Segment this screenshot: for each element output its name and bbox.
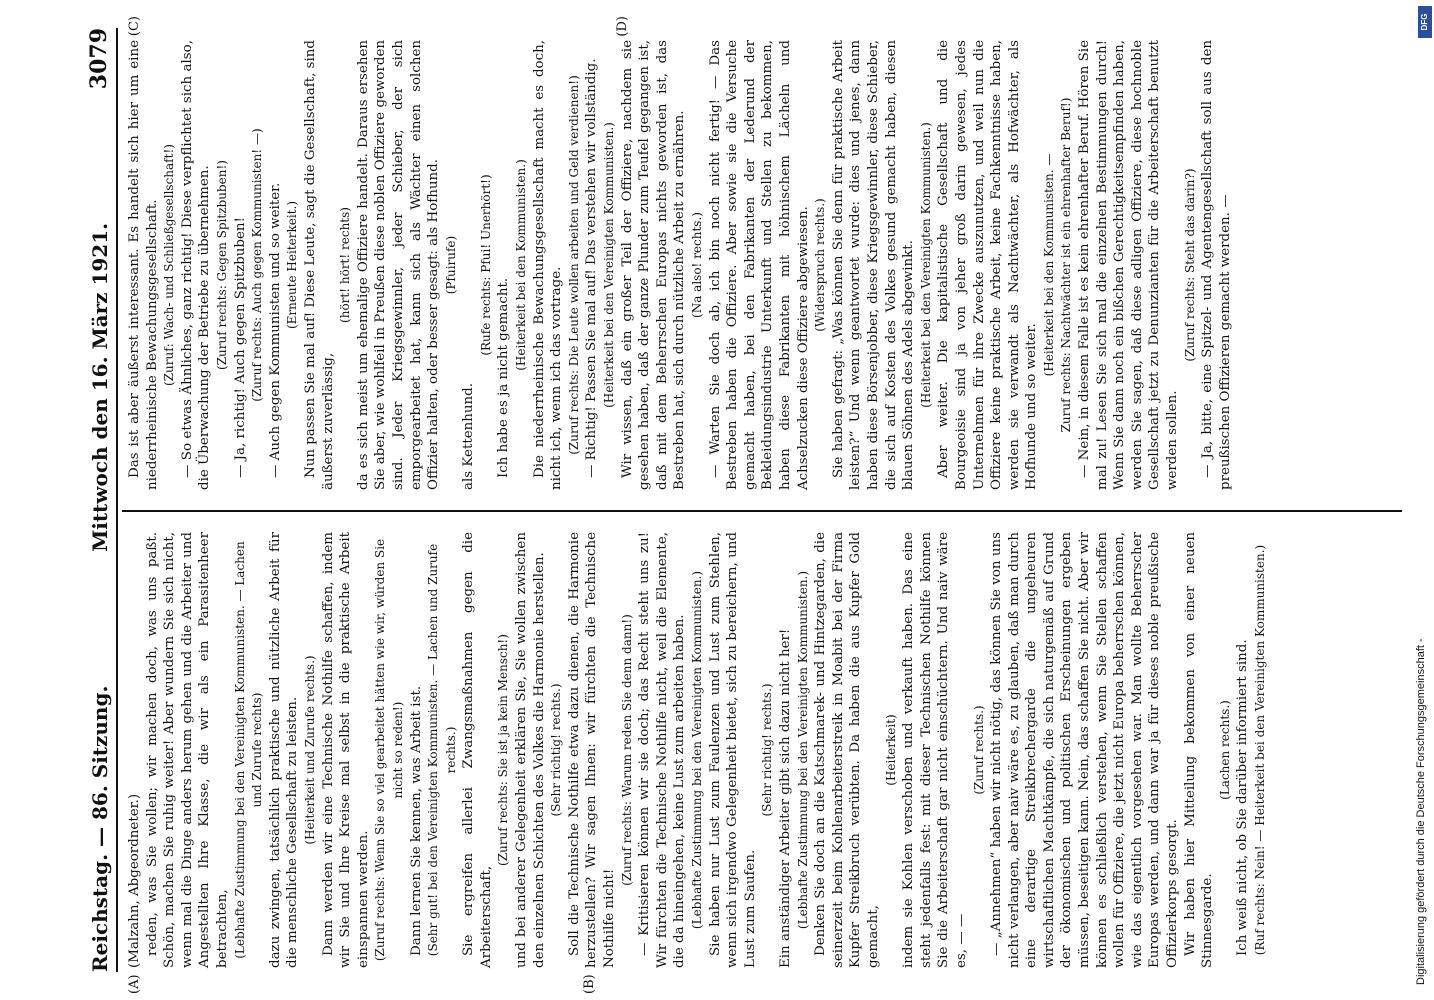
interjection: (Widerspruch rechts.) bbox=[813, 198, 828, 332]
speech-paragraph: — Ja, bitte, eine Spitzel- und Agentengesellschaft soll aus den preußischen Offizieren gemacht werden. — bbox=[1200, 40, 1233, 490]
interjection: (Heiterkeit bei den Kommunisten.) bbox=[514, 159, 529, 371]
speech-paragraph: Wir wissen, daß ein großer Teil der Offiziere, nachdem sie gesehen haben, daß der ganze Plunder zum Teufel gegangen ist, daß mit dem Beherrschen Europas nichts geworden ist, das Bestreben hat, sich durch nützliche Arbeit zu ernähren. bbox=[619, 40, 688, 490]
dfg-logo bbox=[1418, 6, 1432, 38]
speech-paragraph: — Kritisieren können wir sie doch; das Recht steht uns zu! Wir fürchten die Technische Nothilfe nicht, weil die Elemente, die da hineingehen, keine Lust zum arbeiten haben. bbox=[637, 532, 688, 968]
margin-marker: (D) bbox=[615, 16, 630, 37]
interjection: (Ruf rechts: Nein! — Heiterkeit bei den Vereinigten Kommunisten.) bbox=[1253, 544, 1267, 956]
interjection: (Heiterkeit und Zurufe rechts.) bbox=[302, 655, 317, 845]
speech-paragraph: Soll die Technische Nothilfe etwa dazu dienen, die Harmonie herzustellen? Wir sagen Ihnen: wir fürchten die Technische Nothilfe nicht! bbox=[566, 532, 618, 968]
speech-paragraph: Wir haben hier Mitteilung bekommen von einer neuen Stinnesgarde. bbox=[1182, 532, 1216, 968]
speech-paragraph: — So etwas Ähnliches, ganz richtig! Diese verpflichtet sich also, die Überwachung der Betriebe zu übernehmen. bbox=[179, 40, 213, 490]
speech-paragraph: dazu zwingen, tatsächlich praktische und nützliche Arbeit für die menschliche Gesellschaft zu leisten. bbox=[267, 532, 301, 968]
speech-paragraph: Ich weiß nicht, ob Sie darüber informiert sind. bbox=[1235, 639, 1251, 956]
interjection: (Heiterkeit bei den Vereinigten Kommunisten.) bbox=[602, 122, 617, 408]
speech-paragraph: Ich habe es ja nicht gemacht. bbox=[496, 277, 512, 478]
interjection: (Lebhafte Zustimmung bei den Vereinigten Kommunisten. — Lachen und Zurufe rechts) bbox=[232, 541, 265, 959]
speech-paragraph: — Auch gegen Kommunisten und so weiter. bbox=[267, 182, 283, 478]
interjection: (Na also! rechts.) bbox=[690, 212, 704, 318]
speech-paragraph: Sie ergreifen allerlei Zwangsmaßnahmen gegen die Arbeiterschaft, bbox=[461, 532, 494, 968]
interjection: (Zuruf rechts: Sie ist ja kein Mensch!) bbox=[496, 634, 511, 866]
interjection: (Lebhafte Zustimmung bei den Vereinigten Kommunisten.) bbox=[690, 570, 704, 930]
speech-paragraph: Das ist aber äußerst interessant. Es handelt sich hier um eine niederrheinische Bewachungsgesellschaft. bbox=[127, 40, 160, 490]
page-header bbox=[72, 28, 118, 972]
speech-paragraph: da es sich meist um ehemalige Offiziere handelt. Daraus ersehen Sie aber, wie wohlfeil in Preußen diese noblen Offiziere geworden sind. Jeder Kriegsgewinnler, jeder Schieber, der sich emporgearbeitet hat, kann sich als Wächter einen solchen Offizier halten, oder besser gesagt: als Hofhund. bbox=[355, 40, 442, 490]
speech-paragraph: Nun passen Sie mal auf! Diese Leute, sagt die Gesellschaft, sind äußerst zuverlässig, bbox=[302, 40, 336, 490]
page-number: 3079 bbox=[86, 28, 112, 90]
speech-paragraph: (Malzahn, Abgeordneter.) bbox=[127, 793, 142, 968]
interjection: Zuruf rechts: Nachtwächter ist ein ehrenhafter Beruf!) bbox=[1059, 97, 1074, 433]
interjection: (Lachen rechts.) bbox=[1217, 700, 1232, 800]
speech-paragraph: Ein anständiger Arbeiter gibt sich dazu nicht her! bbox=[777, 628, 793, 968]
rotated-page-wrapper bbox=[72, 16, 1402, 994]
left-column bbox=[126, 532, 1396, 994]
digitization-sidebar bbox=[1408, 0, 1434, 1000]
speech-paragraph: reden, was Sie wollen; wir machen doch, was uns paßt. Schön, machen Sie ruhig weiter! Aber wundern Sie sich nicht, wenn mal die Dinge anders herum gehen und die Arbeiter und Angestellten Ihre Klasse, die wir als ein Parasitenheer betrachten, bbox=[144, 532, 230, 968]
speech-paragraph: und bei anderer Gelegenheit erklären Sie, Sie wollen zwischen den einzelnen Schichten des Volkes die Harmonie herstellen. bbox=[514, 532, 547, 968]
interjection: (Sehr richtig! rechts.) bbox=[549, 683, 564, 817]
interjection: (Zuruf rechts: Steht das darin?) bbox=[1182, 168, 1197, 362]
right-column bbox=[126, 16, 1396, 490]
interjection: (Zuruf rechts: Auch gegen Kommunisten! —) bbox=[250, 128, 265, 402]
interjection: (Sehr gut! bei den Vereinigten Kommunisten. — Lachen und Zurufe rechts.) bbox=[426, 543, 458, 957]
interjection: (Rufe rechts: Pfui! Unerhört!) bbox=[478, 174, 493, 356]
interjection: (Zuruf rechts: Wenn Sie so viel gearbeitet hätten wie wir, würden Sie nicht so reden!) bbox=[373, 538, 405, 962]
interjection: (Lebhafte Zustimmung bei den Vereinigten Kommunisten.) bbox=[795, 570, 810, 930]
interjection: (hört! hört! rechts) bbox=[338, 207, 353, 323]
margin-marker: (A) bbox=[127, 974, 142, 994]
speech-paragraph: — Nein, in diesem Falle ist es kein ehrenhafter Beruf. Hören Sie mal zu! Lesen Sie sich mal die einzelnen Bestimmungen durch! Wenn Sie dann noch ein bißchen Gerechtigkeitsempfinden haben, werden Sie sagen, daß diese adligen Offiziere, diese hochnoble Gesellschaft jetzt zu Denunzianten für die Arbeiterschaft benutzt werden sollen. bbox=[1077, 40, 1181, 490]
margin-marker: (C) bbox=[127, 16, 142, 37]
speech-paragraph: — Richtig! Passen Sie mal auf! Das verstehen wir vollständig. bbox=[584, 58, 600, 478]
interjection: (Erneute Heiterkeit.) bbox=[285, 200, 300, 330]
interjection: (Pfuirufe) bbox=[443, 235, 458, 295]
margin-marker: (B) bbox=[582, 974, 597, 994]
header-date: Mittwoch den 16. März 1921. bbox=[88, 222, 112, 552]
interjection: (Sehr richtig! rechts.) bbox=[760, 683, 775, 817]
speech-paragraph: Denken Sie doch an die Katschmarek- und Hintzegarden, die seinerzeit beim Kohlenarbeiterstreik in Moabit bei der Firma Kupfer Streikbruch verübten. Da haben die aus Kupfer Gold gemacht, bbox=[813, 532, 881, 968]
speech-paragraph: als Kettenhund. bbox=[461, 383, 477, 490]
speech-paragraph: Dann lernen Sie kennen, was Arbeit ist. bbox=[408, 685, 424, 956]
speech-paragraph: Aber weiter. Die kapitalistische Gesellschaft und die Bourgeoisie sind ja von jeher groß darin gewesen, jedes Unternehmen für ihre Zwecke auszunutzen, und weil nun die Offiziere keine praktische Arbeit, keine Fachkenntnisse haben, werden sie verwandt als Nachtwächter, als Hofwächter, als Hofhunde und so weiter. bbox=[936, 40, 1040, 490]
speech-paragraph: — „Annehmen“ haben wir nicht nötig, das können Sie von uns nicht verlangen, aber naiv wäre es, zu glauben, daß man durch eine derartige Streikbrechergarde die ungeheuren wirtschaftlichen Machtkämpfe, die sich naturgemäß auf Grund der ökonomischen und politischen Erscheinungen ergeben müssen, beseitigen kann. Nein, das schaffen Sie nicht. Aber wir können es schließlich verstehen, wenn Sie Stellen schaffen wollen für Offiziere, die jetzt nicht Europa beherrschen können, wie das eigentlich vorgesehen war. Man wollte Beherrscher Europas werden, und dann war ja für dieses noble preußische Offizierkorps gesorgt. bbox=[989, 532, 1181, 968]
interjection: (Heiterkeit bei den Vereinigten Kommunisten.) bbox=[918, 122, 933, 408]
interjection: (Zuruf: Wach- und Schließgesellschaft!) bbox=[162, 144, 177, 386]
speech-paragraph: indem sie Kohlen verschoben und verkauft haben. Das eine steht jedenfalls fest: mit dieser Technischen Nothilfe können Sie die Arbeiterschaft gar nicht einschüchtern. Und naiv wäre es, — — bbox=[901, 532, 969, 968]
interjection: (Zuruf rechts.) bbox=[971, 705, 986, 795]
speech-paragraph: Dann werden wir eine Technische Nothilfe schaffen, indem wir Sie und Ihre Kreise mal selbst in die praktische Arbeit einspannen werden. bbox=[320, 532, 371, 968]
column-divider bbox=[122, 510, 1402, 512]
speech-paragraph: Sie haben gefragt: „Was können Sie denn für praktische Arbeit leisten?“ Und wenn geantwortet wurde: dies und jenes, dann haben diese Börsenjobber, diese Kriegsgewinnler, diese Schieber, die sich auf Kosten des Volkes gesund gemacht haben, diesen blauen Söhnen des Adels abgewinkt. bbox=[830, 40, 917, 490]
document-page bbox=[72, 16, 1402, 994]
interjection: (Heiterkeit) bbox=[883, 714, 898, 786]
digitization-note: Digitalisierung gefördert durch die Deutsche Forschungsgemeinschaft - bbox=[1415, 638, 1427, 985]
interjection: (Zuruf rechts: Gegen Spitzbuben!) bbox=[214, 160, 229, 370]
speech-paragraph: Die niederrheinische Bewachungsgesellschaft macht es doch, nicht ich, wenn ich das vortrage. bbox=[531, 40, 565, 490]
speech-paragraph: — Ja, richtig! Auch gegen Spitzbuben! bbox=[232, 217, 248, 478]
speech-paragraph: Sie haben nur Lust zum Faulenzen und Lust zum Stehlen, wenn sich irgendwo Gelegenheit bietet, sich zu bereichern, und Lust zum Saufen. bbox=[707, 532, 758, 968]
interjection: (Heiterkeit bei den Kommunisten. — bbox=[1041, 153, 1056, 377]
speech-paragraph: — Warten Sie doch ab, ich bin noch nicht fertig! — Das Bestreben haben die Offiziere. Aber sowie sie die Versuche gemacht haben, bei den Fabrikanten der Lederund der Bekleidungsindustrie Unterkunft und Stellen zu bekommen, haben diese Fabrikanten mit höhnischem Lächeln und Achselzucken diese Offiziere abgewiesen. bbox=[707, 40, 811, 490]
interjection: (Zuruf rechts: Die Leute wollen arbeiten und Geld verdienen!) bbox=[566, 75, 581, 455]
dfg-logo-text: DFG bbox=[1420, 13, 1429, 31]
interjection: (Zuruf rechts: Warum reden Sie denn dann!) bbox=[619, 614, 634, 886]
header-session: Reichstag. — 86. Sitzung. bbox=[88, 685, 112, 972]
